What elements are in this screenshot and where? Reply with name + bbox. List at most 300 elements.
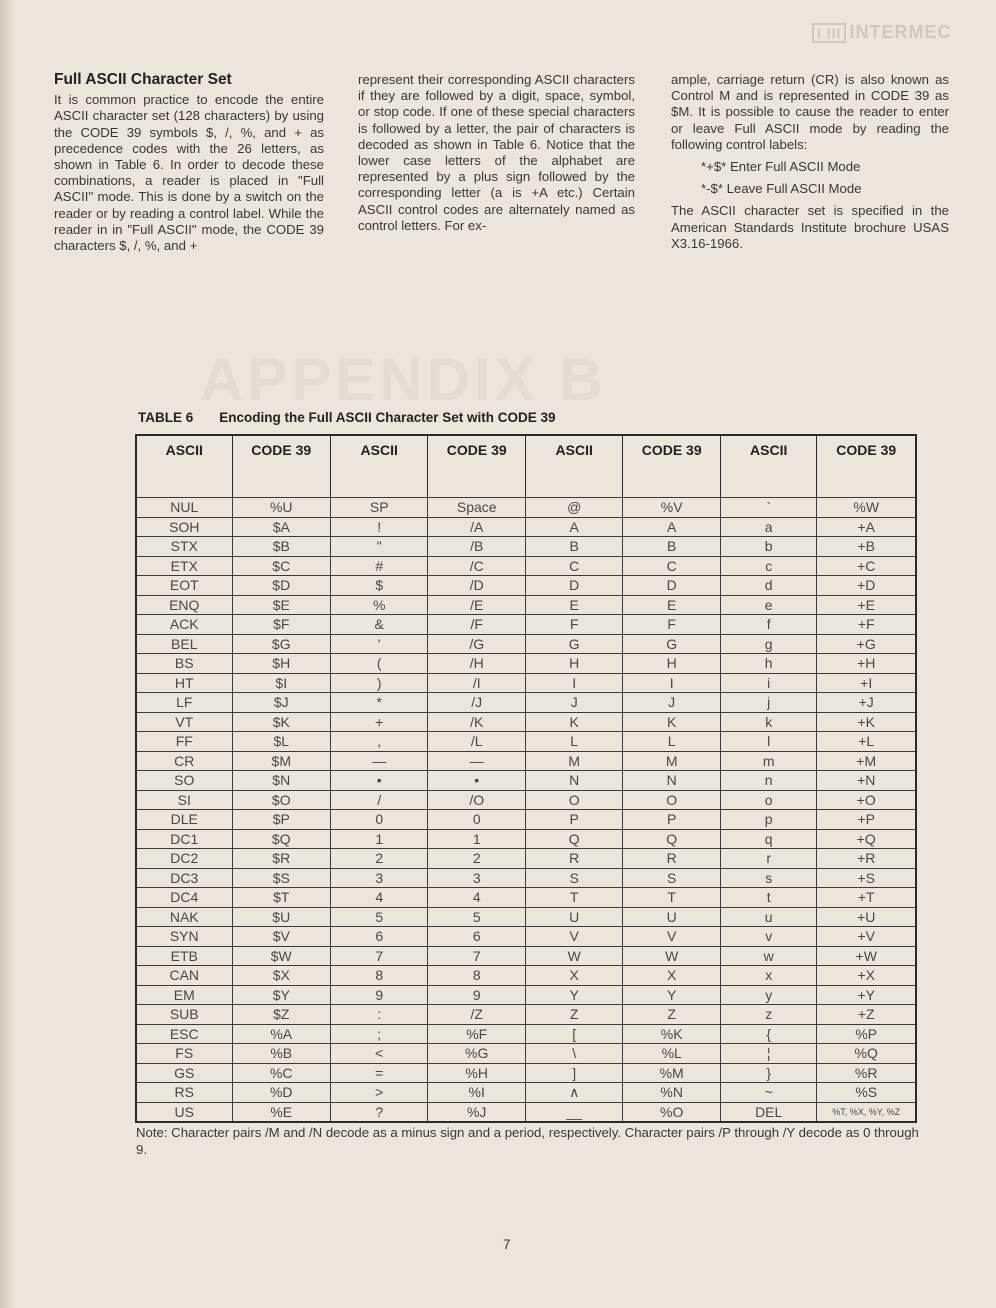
table-cell: $K: [232, 712, 331, 732]
table-cell: $F: [232, 615, 331, 635]
table-cell: P: [525, 810, 622, 830]
table-cell: d: [720, 576, 816, 596]
table-cell: C: [525, 556, 622, 576]
table-note: Note: Character pairs /M and /N decode as a minus sign and a period, respectively. Character pairs /P through /Y decode as 0 through 9.: [136, 1125, 919, 1157]
table-cell: ': [331, 634, 428, 654]
table-header-row: [136, 435, 916, 498]
table-cell: %P: [817, 1024, 916, 1044]
table-cell: {: [720, 1024, 816, 1044]
column-header: ASCII: [525, 435, 622, 498]
table-cell: 1: [428, 829, 526, 849]
table-cell: N: [525, 771, 622, 791]
table-cell: $T: [232, 888, 331, 908]
table-cell: 6: [331, 927, 428, 947]
table-cell: 4: [331, 888, 428, 908]
table-cell: %F: [428, 1024, 526, 1044]
table-cell: •: [428, 771, 526, 791]
table-cell: 5: [331, 907, 428, 927]
table-cell: Y: [525, 985, 622, 1005]
table-cell: }: [720, 1063, 816, 1083]
table-cell: +: [331, 712, 428, 732]
table-cell: %V: [623, 498, 721, 518]
table-cell: $B: [232, 537, 331, 557]
table-cell: +B: [817, 537, 916, 557]
table-title: Encoding the Full ASCII Character Set with CODE 39: [219, 410, 556, 425]
table-cell: +S: [817, 868, 916, 888]
table-cell: +U: [817, 907, 916, 927]
table-cell: 0: [331, 810, 428, 830]
column-2-text: represent their corresponding ASCII characters if they are followed by a digit, space, symbol, or stop code. If one of these special characters is followed by a letter, the pair of characters is decoded as shown in Table 6. Notice that the lower case letters of the alphabet are represented by a plus sign followed by the corresponding letter (a is +A etc.) Certain ASCII control codes are alternately named as control letters. For ex-: [358, 72, 635, 233]
table-cell: %R: [817, 1063, 916, 1083]
table-cell: EM: [136, 985, 232, 1005]
table-cell: X: [525, 966, 622, 986]
enter-ascii-label: *+$* Enter Full ASCII Mode: [701, 159, 861, 175]
table-cell: ): [331, 673, 428, 693]
table-cell: 0: [428, 810, 526, 830]
table-cell: __: [525, 1102, 622, 1122]
table-row: [136, 1102, 916, 1122]
table-cell: $L: [232, 732, 331, 752]
table-cell: DC4: [136, 888, 232, 908]
table-cell: LF: [136, 693, 232, 713]
table-cell: $D: [232, 576, 331, 596]
table-cell: W: [525, 946, 622, 966]
table-cell: $C: [232, 556, 331, 576]
table-cell: /G: [428, 634, 526, 654]
table-cell: HT: [136, 673, 232, 693]
page-edge-shadow: [0, 0, 16, 1308]
logo-text: INTERMEC: [849, 22, 952, 42]
table-cell: J: [525, 693, 622, 713]
table-cell: +C: [817, 556, 916, 576]
table-cell: /I: [428, 673, 526, 693]
table-cell: U: [525, 907, 622, 927]
table-cell: z: [720, 1005, 816, 1025]
table-cell: ETB: [136, 946, 232, 966]
table-cell: /F: [428, 615, 526, 635]
table-cell: +O: [817, 790, 916, 810]
table-cell: /E: [428, 595, 526, 615]
table-cell: %S: [817, 1083, 916, 1103]
table-cell: STX: [136, 537, 232, 557]
table-cell: 4: [428, 888, 526, 908]
table-cell: $: [331, 576, 428, 596]
table-cell: %W: [817, 498, 916, 518]
logo-mark: I III: [812, 23, 846, 43]
table-cell: q: [720, 829, 816, 849]
table-cell: $Q: [232, 829, 331, 849]
table-row: [136, 654, 916, 674]
table-cell: O: [525, 790, 622, 810]
table-cell: h: [720, 654, 816, 674]
table-cell: y: [720, 985, 816, 1005]
text-column-2: [358, 72, 635, 234]
table-cell: P: [623, 810, 721, 830]
table-cell: BEL: [136, 634, 232, 654]
table-cell: ]: [525, 1063, 622, 1083]
table-cell: [: [525, 1024, 622, 1044]
table-cell: L: [525, 732, 622, 752]
table-cell: @: [525, 498, 622, 518]
table-cell: %Q: [817, 1044, 916, 1064]
table-cell: k: [720, 712, 816, 732]
table-cell: %G: [428, 1044, 526, 1064]
table-cell: $X: [232, 966, 331, 986]
table-row: [136, 1005, 916, 1025]
table-cell: K: [525, 712, 622, 732]
table-cell: F: [525, 615, 622, 635]
table-cell: /C: [428, 556, 526, 576]
table-cell: G: [525, 634, 622, 654]
table-cell: NUL: [136, 498, 232, 518]
table-row: [136, 907, 916, 927]
leave-ascii-label: *-$* Leave Full ASCII Mode: [701, 181, 862, 197]
table-cell: DEL: [720, 1102, 816, 1122]
table-cell: i: [720, 673, 816, 693]
table-cell: p: [720, 810, 816, 830]
table-cell: %A: [232, 1024, 331, 1044]
table-cell: %E: [232, 1102, 331, 1122]
table-cell: %J: [428, 1102, 526, 1122]
table-cell: /J: [428, 693, 526, 713]
table-cell: $V: [232, 927, 331, 947]
table-cell: F: [623, 615, 721, 635]
table-cell: %B: [232, 1044, 331, 1064]
table-row: [136, 751, 916, 771]
table-cell: +V: [817, 927, 916, 947]
table-cell: $Y: [232, 985, 331, 1005]
table-cell: SP: [331, 498, 428, 518]
column-header: CODE 39: [232, 435, 331, 498]
table-cell: %T, %X, %Y, %Z: [817, 1102, 916, 1122]
table-row: [136, 966, 916, 986]
table-cell: ?: [331, 1102, 428, 1122]
table-cell: T: [623, 888, 721, 908]
table-cell: !: [331, 517, 428, 537]
table-cell: 9: [331, 985, 428, 1005]
table-cell: /K: [428, 712, 526, 732]
table-row: [136, 1063, 916, 1083]
table-cell: /L: [428, 732, 526, 752]
table-cell: %O: [623, 1102, 721, 1122]
table-cell: Y: [623, 985, 721, 1005]
table-cell: s: [720, 868, 816, 888]
column-header: ASCII: [331, 435, 428, 498]
column-header: CODE 39: [623, 435, 721, 498]
table-cell: %C: [232, 1063, 331, 1083]
table-cell: %I: [428, 1083, 526, 1103]
table-cell: DC2: [136, 849, 232, 869]
table-cell: >: [331, 1083, 428, 1103]
table-cell: $E: [232, 595, 331, 615]
table-cell: B: [525, 537, 622, 557]
table-cell: H: [525, 654, 622, 674]
table-cell: +J: [817, 693, 916, 713]
table-cell: +R: [817, 849, 916, 869]
table-cell: m: [720, 751, 816, 771]
table-cell: 8: [331, 966, 428, 986]
table-cell: ENQ: [136, 595, 232, 615]
table-cell: Z: [525, 1005, 622, 1025]
table-cell: G: [623, 634, 721, 654]
table-row: [136, 810, 916, 830]
table-cell: M: [623, 751, 721, 771]
table-cell: /: [331, 790, 428, 810]
table-cell: 7: [331, 946, 428, 966]
table-row: [136, 595, 916, 615]
table-cell: /H: [428, 654, 526, 674]
table-cell: SI: [136, 790, 232, 810]
table-cell: $H: [232, 654, 331, 674]
appendix-watermark: APPENDIX B: [200, 346, 607, 413]
table-cell: +D: [817, 576, 916, 596]
table-cell: /O: [428, 790, 526, 810]
table-cell: %M: [623, 1063, 721, 1083]
table-row: [136, 1044, 916, 1064]
table-cell: +X: [817, 966, 916, 986]
table-cell: FF: [136, 732, 232, 752]
table-cell: o: [720, 790, 816, 810]
table-cell: H: [623, 654, 721, 674]
table-cell: &: [331, 615, 428, 635]
table-cell: 8: [428, 966, 526, 986]
table-cell: t: [720, 888, 816, 908]
table-cell: K: [623, 712, 721, 732]
table-cell: I: [525, 673, 622, 693]
table-cell: 3: [428, 868, 526, 888]
table-cell: +A: [817, 517, 916, 537]
table-row: [136, 829, 916, 849]
table-cell: +Q: [817, 829, 916, 849]
table-cell: M: [525, 751, 622, 771]
table-cell: :: [331, 1005, 428, 1025]
table-cell: +M: [817, 751, 916, 771]
table-cell: CAN: [136, 966, 232, 986]
table-cell: +H: [817, 654, 916, 674]
table-cell: =: [331, 1063, 428, 1083]
column-3-paragraph-1: ample, carriage return (CR) is also known as Control M and is represented in CODE 39 as $M. It is possible to cause the reader to enter or leave Full ASCII mode by reading the following control labels:: [671, 72, 949, 152]
table-cell: +P: [817, 810, 916, 830]
column-header: ASCII: [136, 435, 232, 498]
table-cell: /Z: [428, 1005, 526, 1025]
table-cell: +F: [817, 615, 916, 635]
table-cell: ESC: [136, 1024, 232, 1044]
table-caption: [138, 410, 556, 425]
table-cell: *: [331, 693, 428, 713]
table-row: [136, 556, 916, 576]
table-cell: e: [720, 595, 816, 615]
table-row: [136, 985, 916, 1005]
page-number: 7: [503, 1237, 511, 1252]
table-cell: V: [525, 927, 622, 947]
table-cell: ∧: [525, 1083, 622, 1103]
table-cell: %K: [623, 1024, 721, 1044]
table-cell: N: [623, 771, 721, 791]
table-cell: +T: [817, 888, 916, 908]
table-cell: VT: [136, 712, 232, 732]
table-cell: $S: [232, 868, 331, 888]
table-cell: \: [525, 1044, 622, 1064]
text-column-1: [54, 72, 324, 254]
table-cell: 9: [428, 985, 526, 1005]
table-cell: (: [331, 654, 428, 674]
table-cell: $N: [232, 771, 331, 791]
table-cell: ACK: [136, 615, 232, 635]
table-cell: $A: [232, 517, 331, 537]
table-cell: a: [720, 517, 816, 537]
table-cell: DC1: [136, 829, 232, 849]
table-cell: R: [623, 849, 721, 869]
table-row: [136, 498, 916, 518]
table-cell: ~: [720, 1083, 816, 1103]
table-cell: 3: [331, 868, 428, 888]
table-cell: f: [720, 615, 816, 635]
table-cell: $W: [232, 946, 331, 966]
table-row: [136, 868, 916, 888]
table-cell: +I: [817, 673, 916, 693]
table-cell: O: [623, 790, 721, 810]
table-cell: GS: [136, 1063, 232, 1083]
table-cell: SOH: [136, 517, 232, 537]
table-row: [136, 537, 916, 557]
table-cell: 1: [331, 829, 428, 849]
table-cell: CR: [136, 751, 232, 771]
table-cell: BS: [136, 654, 232, 674]
column-header: ASCII: [720, 435, 816, 498]
table-cell: ,: [331, 732, 428, 752]
table-cell: Space: [428, 498, 526, 518]
table-cell: x: [720, 966, 816, 986]
table-row: [136, 732, 916, 752]
table-cell: ": [331, 537, 428, 557]
encoding-table: [135, 434, 917, 1123]
table-cell: 5: [428, 907, 526, 927]
table-cell: %N: [623, 1083, 721, 1103]
table-cell: %D: [232, 1083, 331, 1103]
table-cell: n: [720, 771, 816, 791]
table-cell: $Z: [232, 1005, 331, 1025]
table-cell: ;: [331, 1024, 428, 1044]
table-cell: $P: [232, 810, 331, 830]
table-cell: E: [623, 595, 721, 615]
table-cell: /A: [428, 517, 526, 537]
table-cell: J: [623, 693, 721, 713]
table-cell: r: [720, 849, 816, 869]
table-row: [136, 888, 916, 908]
table-cell: V: [623, 927, 721, 947]
table-cell: #: [331, 556, 428, 576]
table-cell: $J: [232, 693, 331, 713]
table-cell: B: [623, 537, 721, 557]
table-cell: FS: [136, 1044, 232, 1064]
table-cell: I: [623, 673, 721, 693]
table-cell: 2: [331, 849, 428, 869]
table-cell: X: [623, 966, 721, 986]
table-cell: c: [720, 556, 816, 576]
table-row: [136, 634, 916, 654]
table-cell: SUB: [136, 1005, 232, 1025]
table-cell: w: [720, 946, 816, 966]
table-cell: —: [428, 751, 526, 771]
table-cell: $I: [232, 673, 331, 693]
table-cell: L: [623, 732, 721, 752]
table-cell: A: [525, 517, 622, 537]
column-header: CODE 39: [428, 435, 526, 498]
table-cell: —: [331, 751, 428, 771]
table-row: [136, 615, 916, 635]
table-cell: %: [331, 595, 428, 615]
table-row: [136, 790, 916, 810]
table-cell: %L: [623, 1044, 721, 1064]
table-cell: E: [525, 595, 622, 615]
intermec-logo: [812, 22, 951, 43]
table-cell: +K: [817, 712, 916, 732]
table-cell: C: [623, 556, 721, 576]
table-cell: /B: [428, 537, 526, 557]
table-cell: NAK: [136, 907, 232, 927]
table-cell: /D: [428, 576, 526, 596]
table-cell: +N: [817, 771, 916, 791]
table-cell: +W: [817, 946, 916, 966]
table-cell: US: [136, 1102, 232, 1122]
table-cell: RS: [136, 1083, 232, 1103]
table-cell: DC3: [136, 868, 232, 888]
table-cell: u: [720, 907, 816, 927]
table-cell: ETX: [136, 556, 232, 576]
table-cell: $U: [232, 907, 331, 927]
table-cell: <: [331, 1044, 428, 1064]
table-cell: g: [720, 634, 816, 654]
table-cell: +Z: [817, 1005, 916, 1025]
column-3-paragraph-2: The ASCII character set is specified in the American Standards Institute brochure USAS X3.16-1966.: [671, 203, 949, 251]
table-cell: +L: [817, 732, 916, 752]
table-cell: 6: [428, 927, 526, 947]
section-heading: Full ASCII Character Set: [54, 71, 232, 88]
table-cell: $M: [232, 751, 331, 771]
column-1-text: It is common practice to encode the entire ASCII character set (128 characters) by using the CODE 39 symbols $, /, %, and + as precedence codes with the 26 letters, as shown in Table 6. In order to decode these combinations, a reader is placed in "Full ASCII" mode. This is done by a switch on the reader or by reading a control label. While the reader in in "Full ASCII" mode, the CODE 39 characters $, /, %, and +: [54, 92, 324, 254]
table-row: [136, 576, 916, 596]
table-cell: R: [525, 849, 622, 869]
table-cell: %U: [232, 498, 331, 518]
table-row: [136, 1083, 916, 1103]
table-cell: +G: [817, 634, 916, 654]
table-cell: U: [623, 907, 721, 927]
table-cell: Q: [623, 829, 721, 849]
table-cell: `: [720, 498, 816, 518]
table-cell: D: [623, 576, 721, 596]
table-cell: b: [720, 537, 816, 557]
table-cell: Z: [623, 1005, 721, 1025]
table-cell: %H: [428, 1063, 526, 1083]
table-cell: T: [525, 888, 622, 908]
table-cell: DLE: [136, 810, 232, 830]
table-cell: $O: [232, 790, 331, 810]
table-cell: 7: [428, 946, 526, 966]
table-number: TABLE 6: [138, 410, 194, 425]
table-row: [136, 517, 916, 537]
table-row: [136, 927, 916, 947]
table-cell: ¦: [720, 1044, 816, 1064]
table-cell: l: [720, 732, 816, 752]
table-row: [136, 673, 916, 693]
table-cell: •: [331, 771, 428, 791]
table-cell: W: [623, 946, 721, 966]
table-row: [136, 946, 916, 966]
table-cell: $R: [232, 849, 331, 869]
table-cell: S: [623, 868, 721, 888]
column-header: CODE 39: [817, 435, 916, 498]
table-row: [136, 849, 916, 869]
